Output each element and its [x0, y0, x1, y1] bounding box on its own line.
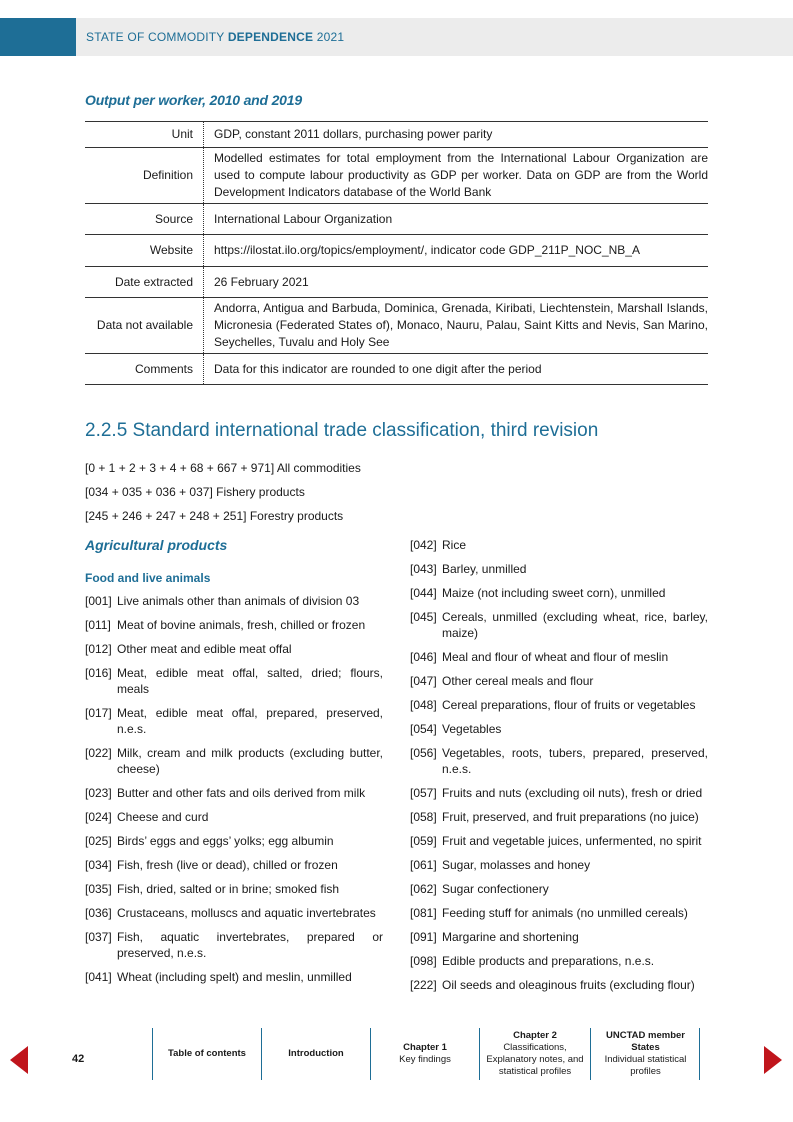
sitc-item-text: Birds’ eggs and eggs’ yolks; egg albumin [117, 834, 334, 848]
sitc-item-code: [034] [85, 858, 112, 872]
sitc-groups [85, 456, 361, 528]
sitc-item [410, 673, 708, 689]
indicator-title: Output per worker, 2010 and 2019 [85, 92, 302, 108]
next-page-arrow-icon[interactable] [764, 1046, 782, 1074]
sitc-item-code: [048] [410, 698, 437, 712]
sitc-item-text: Crustaceans, molluscs and aquatic invertebrates [117, 906, 376, 920]
metadata-row [85, 204, 708, 235]
sitc-item [85, 641, 383, 657]
sitc-item [85, 969, 383, 985]
metadata-value: Data for this indicator are rounded to one digit after the period [214, 361, 542, 376]
sitc-item-text: Edible products and preparations, n.e.s. [442, 954, 655, 968]
sitc-item [410, 833, 708, 849]
sitc-item-code: [059] [410, 834, 437, 848]
sitc-item [410, 953, 708, 969]
website-link[interactable]: https://ilostat.ilo.org/topics/employment/, indicator code GDP_211P_NOC_NB_A [214, 243, 640, 257]
sitc-item [85, 617, 383, 633]
sitc-item [410, 905, 708, 921]
indicator-metadata-table [85, 121, 708, 385]
sitc-item-code: [011] [85, 618, 111, 632]
sitc-item [410, 881, 708, 897]
sitc-item [85, 857, 383, 873]
sitc-item [410, 609, 708, 641]
sitc-item-text: Sugar confectionery [442, 882, 549, 896]
report-title: STATE OF COMMODITY DEPENDENCE 2021 [86, 30, 345, 44]
sitc-item-code: [036] [85, 906, 112, 920]
sitc-item [410, 977, 708, 993]
metadata-row [85, 148, 708, 204]
sitc-item [85, 745, 383, 777]
metadata-label: Unit [85, 122, 204, 147]
sitc-item-code: [098] [410, 954, 437, 968]
right-column [410, 537, 708, 1001]
sitc-item-code: [057] [410, 786, 437, 800]
sitc-item [410, 785, 708, 801]
metadata-value: Modelled estimates for total employment from the International Labour Organization are used to compute labour productivity as GDP per worker. Data on GDP are from the World Development Indicators database of the World Bank [214, 151, 708, 199]
sitc-item-code: [043] [410, 562, 437, 576]
sitc-item-text: Maize (not including sweet corn), unmilled [442, 586, 666, 600]
sitc-item-code: [023] [85, 786, 112, 800]
sitc-item [410, 649, 708, 665]
sitc-item-code: [012] [85, 642, 112, 656]
metadata-label: Website [85, 235, 204, 266]
sitc-item-text: Meat of bovine animals, fresh, chilled or frozen [117, 618, 366, 632]
sitc-item [85, 929, 383, 961]
nav-sublabel: Key findings [399, 1054, 451, 1065]
nav-label: UNCTAD member States [605, 1030, 685, 1053]
metadata-value: International Labour Organization [214, 211, 393, 226]
nav-member-states[interactable] [591, 1028, 700, 1080]
sitc-item-text: Fruits and nuts (excluding oil nuts), fresh or dried [442, 786, 703, 800]
sitc-item-text: Milk, cream and milk products (excluding butter, cheese) [117, 746, 383, 776]
sitc-item-code: [017] [85, 706, 112, 720]
sitc-group: [034 + 035 + 036 + 037] Fishery products [85, 485, 305, 499]
sitc-item [410, 809, 708, 825]
sitc-item-text: Cereal preparations, flour of fruits or vegetables [442, 698, 696, 712]
sitc-item-text: Fruit, preserved, and fruit preparations (no juice) [442, 810, 699, 824]
metadata-row [85, 235, 708, 267]
sitc-item-text: Vegetables [442, 722, 502, 736]
nav-chapter-2[interactable] [480, 1028, 590, 1080]
sitc-item-text: Oil seeds and oleaginous fruits (excluding flour) [442, 978, 695, 992]
sitc-item-code: [222] [410, 978, 437, 992]
sitc-item-code: [025] [85, 834, 112, 848]
sitc-item-code: [081] [410, 906, 437, 920]
sitc-item-code: [091] [410, 930, 437, 944]
agricultural-products-heading: Agricultural products [85, 537, 228, 553]
metadata-label: Comments [85, 354, 204, 384]
page-header [0, 18, 793, 56]
sitc-item-code: [044] [410, 586, 437, 600]
sitc-item [85, 881, 383, 897]
sitc-item-code: [042] [410, 538, 437, 552]
sitc-item-text: Fish, fresh (live or dead), chilled or frozen [117, 858, 338, 872]
sitc-item [410, 585, 708, 601]
sitc-item-code: [001] [85, 594, 112, 608]
sitc-item-text: Meat, edible meat offal, prepared, preserved, n.e.s. [117, 706, 383, 736]
metadata-row [85, 354, 708, 385]
sitc-item-code: [016] [85, 666, 112, 680]
sitc-item-code: [056] [410, 746, 437, 760]
metadata-value: Andorra, Antigua and Barbuda, Dominica, Grenada, Kiribati, Liechtenstein, Marshall Islands, Micronesia (Federated States of), Monaco, Nauru, Palau, Saint Kitts and Nevis, San Marino, Seychelles, Tuvalu and Holy See [214, 301, 708, 349]
sitc-item-text: Sugar, molasses and honey [442, 858, 591, 872]
sitc-item-text: Other cereal meals and flour [442, 674, 594, 688]
metadata-value: 26 February 2021 [214, 274, 309, 289]
sitc-item-text: Cheese and curd [117, 810, 209, 824]
sitc-item-text: Cereals, unmilled (excluding wheat, rice, barley, maize) [442, 610, 708, 640]
sitc-item-text: Feeding stuff for animals (no unmilled cereals) [442, 906, 688, 920]
sitc-item [410, 697, 708, 713]
sitc-item-text: Barley, unmilled [442, 562, 527, 576]
sitc-item [410, 561, 708, 577]
sitc-item-text: Vegetables, roots, tubers, prepared, preserved, n.e.s. [442, 746, 708, 776]
nav-introduction[interactable] [262, 1028, 370, 1080]
sitc-item-text: Wheat (including spelt) and meslin, unmilled [117, 970, 352, 984]
sitc-item [85, 665, 383, 697]
nav-divider [699, 1028, 700, 1080]
metadata-row [85, 298, 708, 354]
sitc-item-code: [046] [410, 650, 437, 664]
sitc-item-code: [022] [85, 746, 112, 760]
sitc-item-text: Fish, aquatic invertebrates, prepared or preserved, n.e.s. [117, 930, 383, 960]
metadata-label: Source [85, 204, 204, 234]
metadata-label: Definition [85, 148, 204, 203]
metadata-label: Date extracted [85, 267, 204, 297]
sitc-item-text: Rice [442, 538, 467, 552]
sitc-item [410, 745, 708, 777]
nav-label: Chapter 1 [403, 1042, 447, 1053]
metadata-row [85, 122, 708, 148]
sitc-item-code: [045] [410, 610, 437, 624]
sitc-item-code: [047] [410, 674, 437, 688]
nav-sublabel: Individual statistical profiles [604, 1054, 687, 1077]
sitc-item-code: [061] [410, 858, 437, 872]
metadata-label: Data not available [85, 298, 204, 353]
sitc-item [410, 857, 708, 873]
sitc-item-code: [062] [410, 882, 437, 896]
sitc-item-text: Butter and other fats and oils derived from milk [117, 786, 366, 800]
sitc-item [85, 705, 383, 737]
header-brand-block [0, 18, 76, 56]
sitc-item-text: Fruit and vegetable juices, unfermented, no spirit [442, 834, 702, 848]
sitc-item-code: [058] [410, 810, 437, 824]
nav-sublabel: Classifications, Explanatory notes, and statistical profiles [486, 1042, 584, 1077]
nav-chapter-1[interactable] [371, 1028, 479, 1080]
nav-label: Table of contents [168, 1048, 246, 1059]
nav-table-of-contents[interactable] [153, 1028, 261, 1080]
sitc-item [410, 537, 708, 553]
sitc-item-text: Margarine and shortening [442, 930, 579, 944]
sitc-item [410, 721, 708, 737]
sitc-heading: 2.2.5 Standard international trade classification, third revision [85, 420, 599, 441]
sitc-item-code: [024] [85, 810, 112, 824]
sitc-item-code: [054] [410, 722, 437, 736]
sitc-item-text: Meat, edible meat offal, salted, dried; flours, meals [117, 666, 383, 696]
sitc-item [85, 809, 383, 825]
previous-page-arrow-icon[interactable] [10, 1046, 28, 1074]
sitc-item-text: Meal and flour of wheat and flour of meslin [442, 650, 669, 664]
page-number: 42 [72, 1053, 85, 1065]
sitc-item [85, 905, 383, 921]
footer-nav [0, 1028, 793, 1082]
sitc-item [85, 593, 383, 609]
metadata-row [85, 267, 708, 298]
sitc-group: [245 + 246 + 247 + 248 + 251] Forestry products [85, 509, 344, 523]
sitc-group: [0 + 1 + 2 + 3 + 4 + 68 + 667 + 971] All commodities [85, 461, 361, 475]
sitc-item-text: Live animals other than animals of division 03 [117, 594, 360, 608]
food-live-animals-heading: Food and live animals [85, 571, 211, 585]
sitc-item-text: Fish, dried, salted or in brine; smoked fish [117, 882, 340, 896]
left-column [85, 537, 383, 993]
sitc-item-code: [035] [85, 882, 112, 896]
sitc-item [85, 785, 383, 801]
sitc-item-code: [041] [85, 970, 112, 984]
sitc-item [85, 833, 383, 849]
sitc-item-code: [037] [85, 930, 112, 944]
nav-label: Chapter 2 [513, 1030, 557, 1041]
nav-label: Introduction [288, 1048, 344, 1059]
sitc-item-text: Other meat and edible meat offal [117, 642, 292, 656]
metadata-value: GDP, constant 2011 dollars, purchasing power parity [214, 127, 493, 141]
sitc-item [410, 929, 708, 945]
